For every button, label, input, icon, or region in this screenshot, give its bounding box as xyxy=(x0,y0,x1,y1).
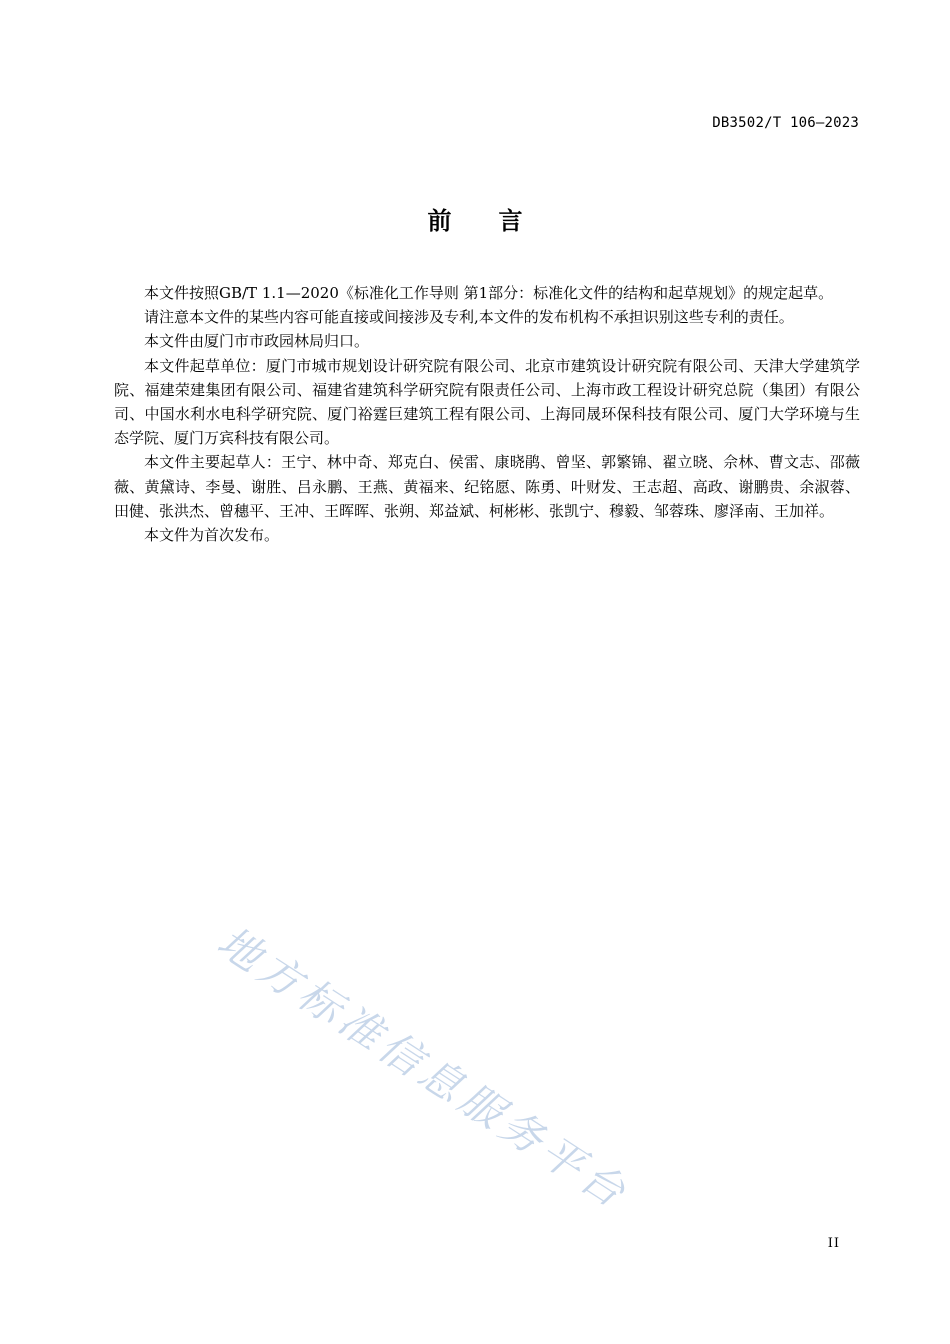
paragraph-administrator: 本文件由厦门市市政园林局归口。 xyxy=(144,332,370,351)
paragraph-patent-notice: 请注意本文件的某些内容可能直接或间接涉及专利,本文件的发布机构不承担识别这些专利的责任。 xyxy=(144,308,794,327)
page-title: 前言 xyxy=(427,207,570,235)
paragraph-first-release: 本文件为首次发布。 xyxy=(144,526,280,545)
document-code: DB3502/T 106—2023 xyxy=(712,115,859,131)
watermark-text: 地方标准信息服务平台 xyxy=(208,916,639,1220)
foreword-body xyxy=(114,281,860,547)
paragraph-drafting-rules: 本文件按照GB/T 1.1—2020《标准化工作导则 第1部分：标准化文件的结构和起草规划》的规定起草。 xyxy=(144,284,834,302)
page-number: II xyxy=(827,1236,840,1251)
paragraph-drafters: 本文件主要起草人：王宁、林中奇、郑克白、侯雷、康晓鹃、曾坚、郭繁锦、翟立晓、佘林、曹文志、邵薇薇、黄黛诗、李曼、谢胜、吕永鹏、王燕、黄福来、纪铭愿、陈勇、叶财发、王志超、高政、谢鹏贵、余淑蓉、田健、张洪杰、曾穗平、王冲、王晖晖、张朔、郑益斌、柯彬彬、张凯宁、穆毅、邹蓉珠、廖泽南、王加祥。 xyxy=(114,453,860,520)
paragraph-drafting-units: 本文件起草单位：厦门市城市规划设计研究院有限公司、北京市建筑设计研究院有限公司、天津大学建筑学院、福建荣建集团有限公司、福建省建筑科学研究院有限责任公司、上海市政工程设计研究总院（集团）有限公司、中国水利水电科学研究院、厦门裕霆巨建筑工程有限公司、上海同晟环保科技有限公司、厦门大学环境与生态学院、厦门万宾科技有限公司。 xyxy=(114,356,860,448)
